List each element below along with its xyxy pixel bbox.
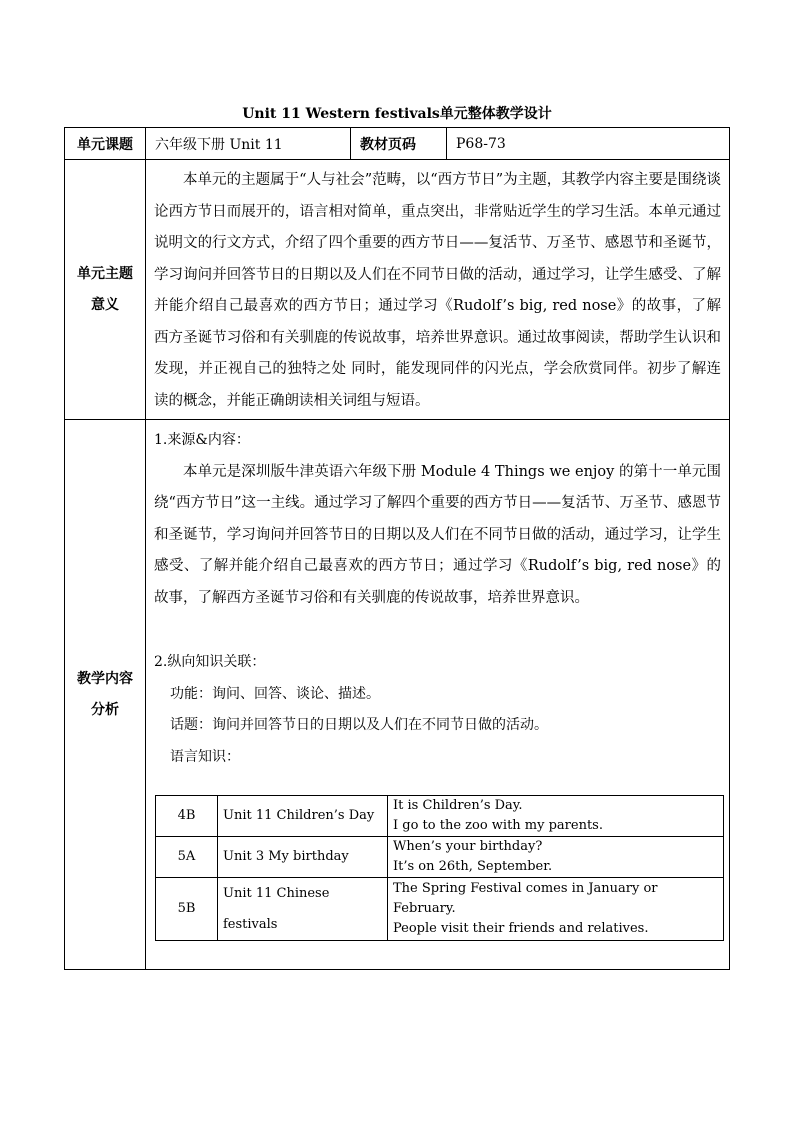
analysis-label-line2: 分析 — [91, 701, 119, 718]
sentence-line: I go to the zoo with my parents. — [393, 818, 603, 833]
source-heading: 1.来源&内容： — [154, 432, 250, 448]
document-title: Unit 11 Western festivals单元整体教学设计 — [242, 106, 552, 122]
knowledge-table — [155, 795, 724, 941]
table-row — [156, 878, 724, 941]
unit-cell: Unit 11 Children’s Day — [218, 796, 388, 837]
spacer — [154, 614, 721, 647]
unit-label: 单元课题 — [65, 128, 146, 160]
sentence-cell — [388, 878, 724, 941]
table-row — [156, 796, 724, 837]
unit-line: festivals — [223, 917, 278, 932]
sentence-line: It is Children’s Day. — [393, 798, 523, 813]
theme-label-line1: 单元主题 — [77, 265, 133, 282]
sentence-line: February. — [393, 901, 456, 916]
sentence-line: The Spring Festival comes in January or — [393, 881, 658, 896]
theme-label-line2: 意义 — [91, 296, 119, 313]
header-row — [65, 128, 730, 160]
analysis-label — [65, 420, 146, 970]
sentence-cell — [388, 796, 724, 837]
theme-label — [65, 160, 146, 420]
unit-design-table — [64, 127, 730, 970]
unit-value: 六年级下册 Unit 11 — [146, 128, 351, 160]
pages-label: 教材页码 — [351, 128, 447, 160]
sentence-cell — [388, 837, 724, 878]
source-text: 本单元是深圳版牛津英语六年级下册 Module 4 Things we enjoy 的第十一单元围绕“西方节日”这一主线。通过学习了解四个重要的西方节日——复活节、万圣节、感恩节和圣诞节，学习询问并回答节日的日期以及人们在不同节日做的活动，通过学习，让学生感受、了解并能介绍自己最喜欢的西方节日；通过学习《Rudolf’s big, red nose》的故事，了解西方圣诞节习俗和有关驯鹿的传说故事，培养世界意识。 — [154, 463, 721, 606]
unit-cell: Unit 3 My birthday — [218, 837, 388, 878]
theme-row — [65, 160, 730, 420]
theme-cell — [146, 160, 730, 420]
analysis-label-line1: 教学内容 — [77, 670, 133, 687]
topic-line: 话题：询问并回答节日的日期以及人们在不同节日做的活动。 — [170, 717, 548, 733]
unit-cell — [218, 878, 388, 941]
grade-cell: 5A — [156, 837, 218, 878]
function-line: 功能：询问、回答、谈论、描述。 — [170, 685, 380, 702]
unit-line: Unit 11 Chinese — [223, 886, 330, 901]
analysis-cell — [146, 420, 730, 970]
sentence-line: People visit their friends and relatives. — [393, 921, 649, 936]
grade-cell: 4B — [156, 796, 218, 837]
pages-value: P68-73 — [447, 128, 730, 160]
theme-text: 本单元的主题属于“人与社会”范畴，以“西方节日”为主题，其教学内容主要是围绕谈论西方节日而展开的，语言相对简单，重点突出，非常贴近学生的学习生活。本单元通过说明文的行文方式，介绍了四个重要的西方节日——复活节、万圣节、感恩节和圣诞节，学习询问并回答节日的日期以及人们在不同节日做的活动，通过学习，让学生感受、了解并能介绍自己最喜欢的西方节日；通过学习《Rudolf’s big, red nose》的故事，了解西方圣诞节习俗和有关驯鹿的传说故事，培养世界意识。通过故事阅读，帮助学生认识和发现，并正视自己的独特之处 同时，能发现同伴的闪光点，学会欣赏同伴。初步了解连读的概念，并能正确朗读相关词组与短语。 — [154, 172, 721, 409]
language-line: 语言知识： — [170, 748, 240, 765]
table-row — [156, 837, 724, 878]
sentence-line: It’s on 26th, September. — [393, 859, 553, 874]
grade-cell: 5B — [156, 878, 218, 941]
vertical-heading: 2.纵向知识关联： — [154, 654, 266, 670]
analysis-row — [65, 420, 730, 970]
sentence-line: When’s your birthday? — [393, 839, 543, 854]
